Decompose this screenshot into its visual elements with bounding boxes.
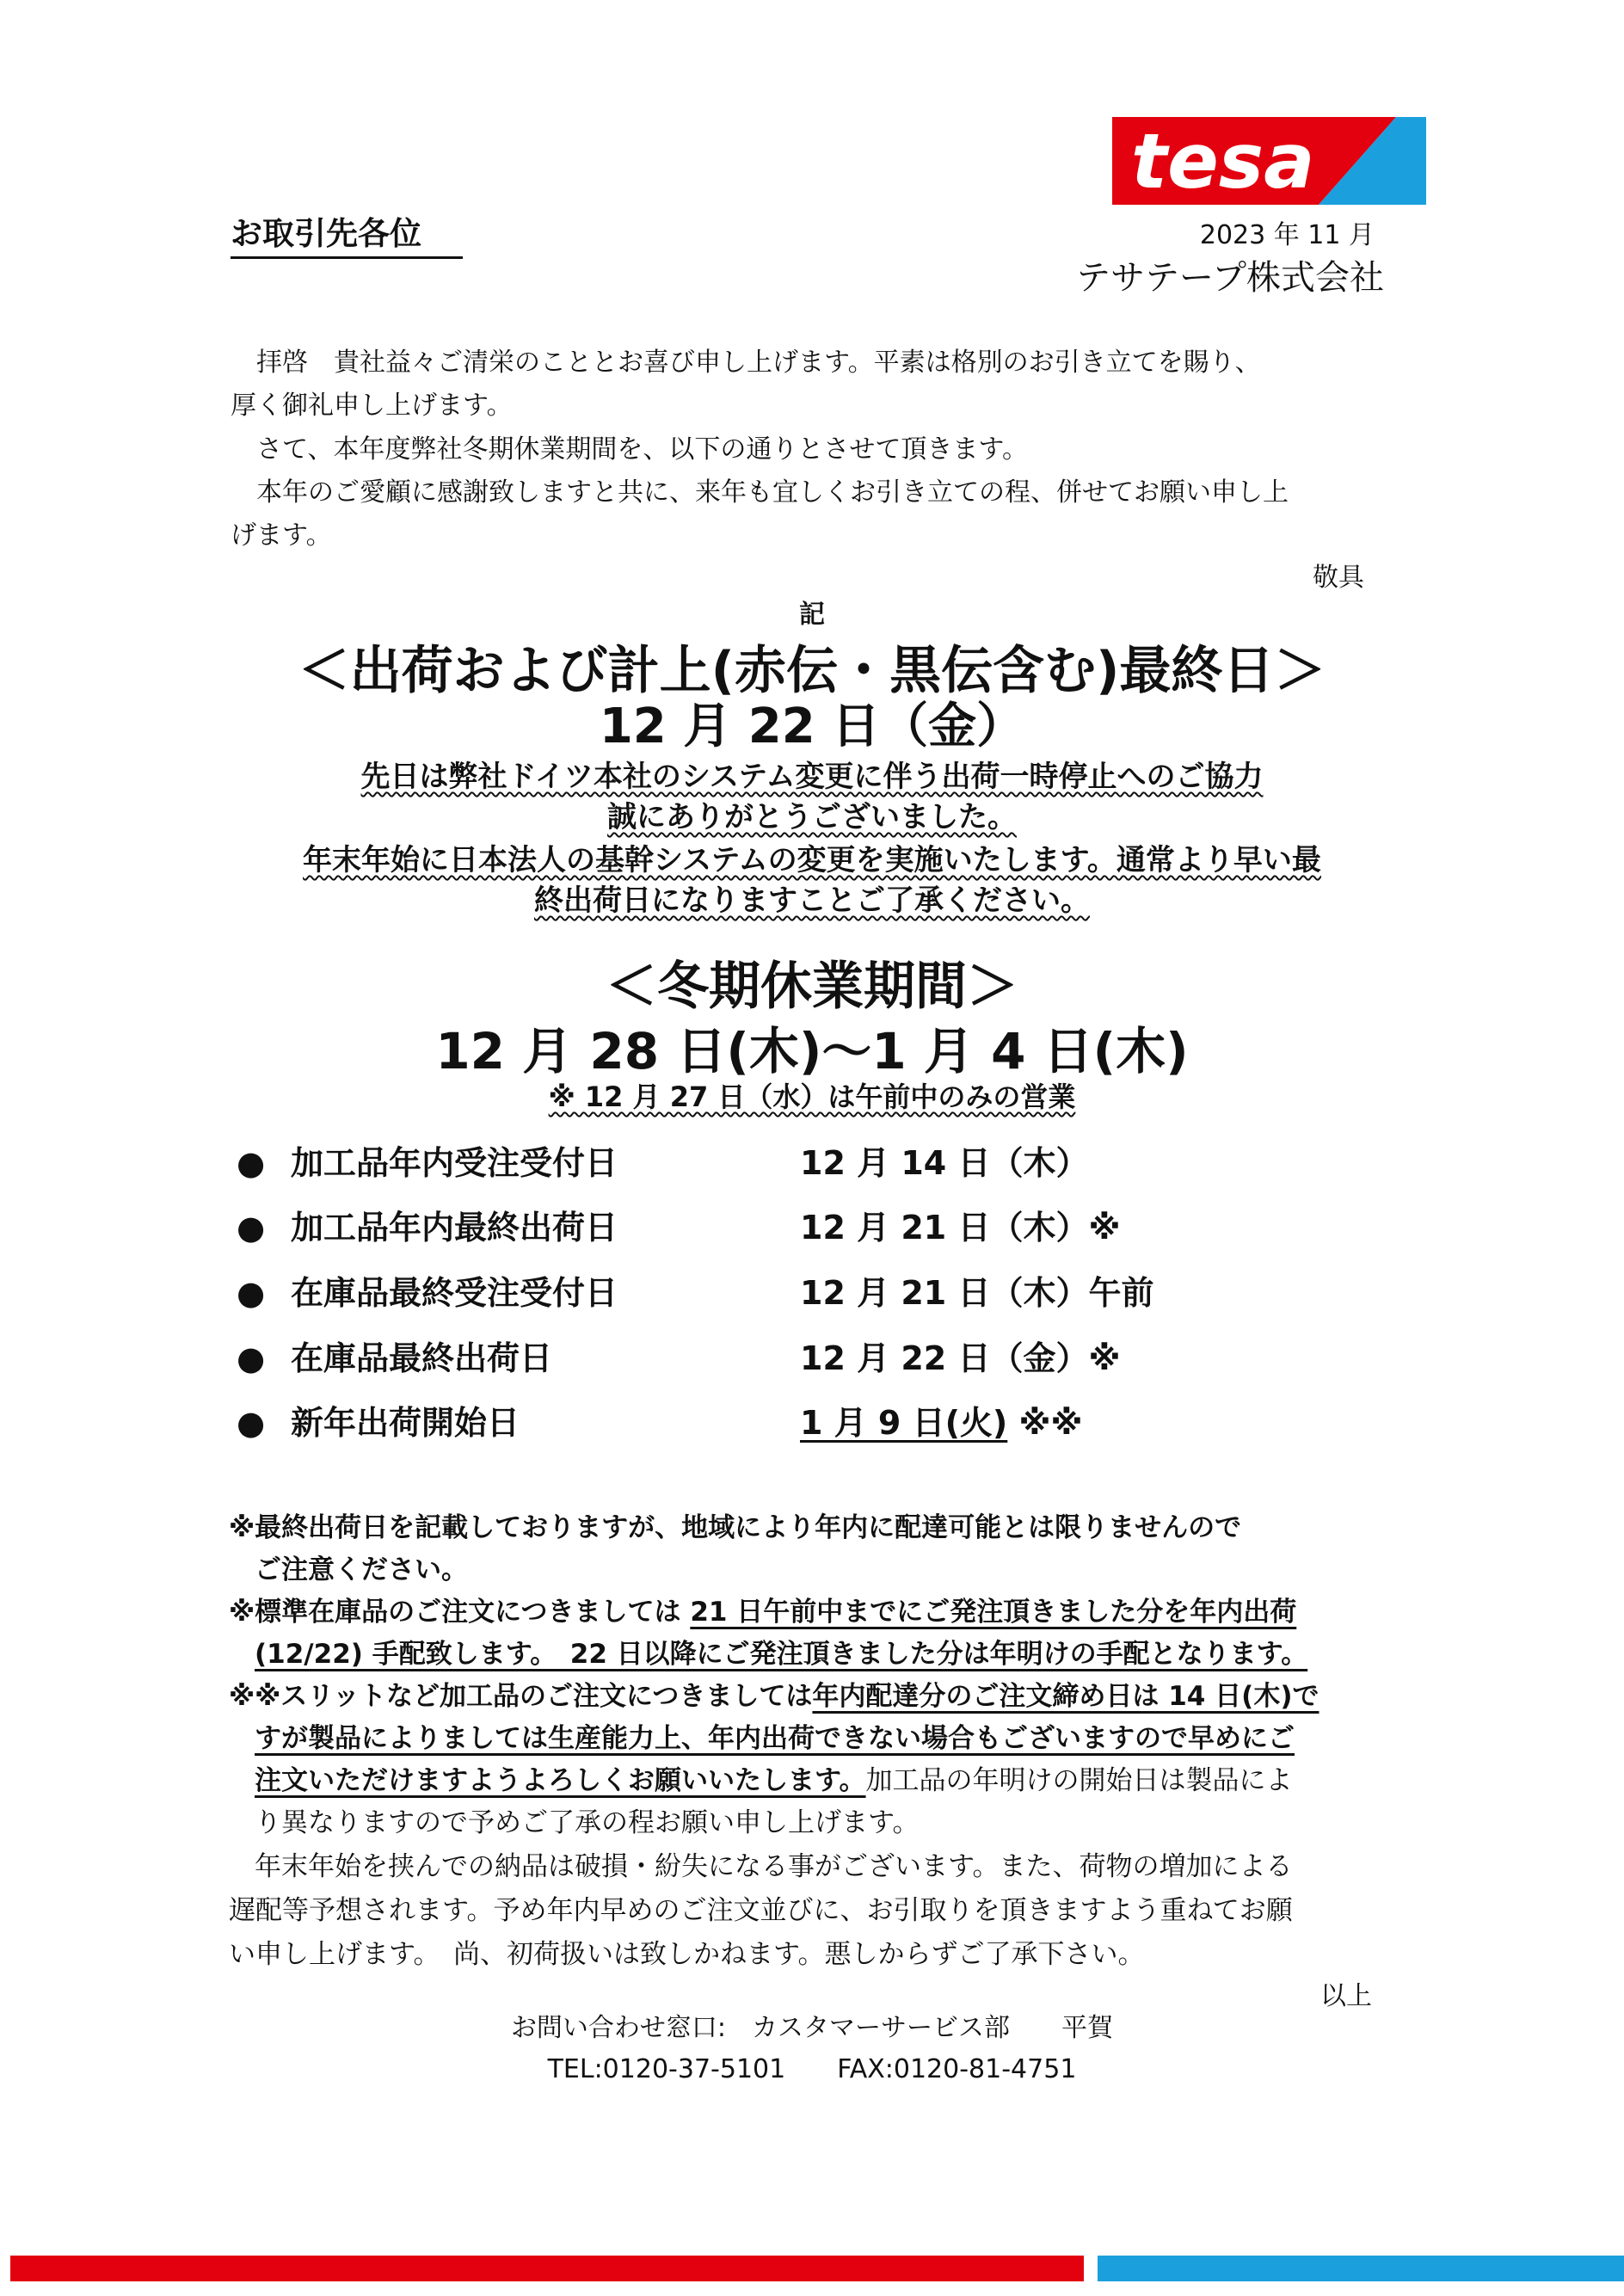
holiday-dates: 12 月 28 日(木)～1 月 4 日(木): [435, 1022, 1189, 1080]
schedule-value: 12 月 21 日（木）: [800, 1274, 1089, 1312]
footnote-text: ※※スリットなど加工品のご注文につきましては: [229, 1681, 813, 1712]
schedule-suffix: ※※: [1018, 1404, 1083, 1442]
shipping-heading: ＜出荷および計上(赤伝・黒伝含む)最終日＞: [298, 641, 1326, 701]
bullet: ●: [237, 1144, 266, 1182]
shipping-note: 終出荷日になりますことご了承ください。: [534, 883, 1090, 918]
footnote-underlined: (12/22) 手配致します。 22 日以降にご発注頂きました分は年明けの手配となります。: [255, 1639, 1308, 1670]
footnote: [255, 1760, 1407, 1802]
schedule-label: 加工品年内受注受付日: [291, 1144, 618, 1182]
footnote: ご注意ください。: [255, 1554, 468, 1585]
shipping-date: 12 月 22 日（金）: [599, 699, 1025, 754]
schedule-row: [237, 1131, 1355, 1195]
schedule-value: 12 月 14 日（木）: [800, 1144, 1089, 1182]
schedule-row: [237, 1196, 1355, 1259]
holiday-heading: ＜冬期休業期間＞: [606, 957, 1018, 1017]
tesa-logo: [1112, 117, 1426, 205]
footnote-text: ※標準在庫品のご注文につきましては: [229, 1597, 691, 1628]
shipping-note: 誠にありがとうございました。: [607, 800, 1017, 834]
footer-bar-blue: [1098, 2256, 1624, 2281]
greeting-line: 本年のご愛顧に感謝致しますと共に、来年も宜しくお引き立ての程、併せてお願い申し上: [256, 477, 1289, 508]
schedule-label: 加工品年内最終出荷日: [291, 1209, 618, 1246]
shipping-note: 先日は弊社ドイツ本社のシステム変更に伴う出荷一時停止へのご協力: [360, 760, 1264, 794]
footnote-underlined: すが製品によりましては生産能力上、年内出荷できない場合もございますので早めにご: [255, 1723, 1295, 1754]
ki-mark: 記: [799, 600, 825, 630]
schedule-suffix: ※: [1088, 1339, 1121, 1377]
company-name: テサテープ株式会社: [1076, 258, 1384, 298]
schedule-label: 在庫品最終受注受付日: [291, 1274, 618, 1312]
logo-text: tesa: [1131, 117, 1315, 205]
issue-date: 2023 年 11 月: [1199, 220, 1375, 250]
footnote: [255, 1634, 1407, 1676]
contact-phone: TEL:0120-37-5101 FAX:0120-81-4751: [547, 2054, 1077, 2084]
schedule-label: 新年出荷開始日: [291, 1404, 520, 1442]
footnote: [229, 1591, 1381, 1634]
closing-ijou: 以上: [1320, 1981, 1372, 2011]
holiday-note: ※ 12 月 27 日（水）は午前中のみの営業: [548, 1080, 1076, 1113]
contact-line: お問い合わせ窓口: カスタマーサービス部 平賀: [510, 2013, 1114, 2043]
closing-keigu: 敬具: [1313, 563, 1364, 593]
footnote: い申し上げます。 尚、初荷扱いは致しかねます。悪しからずご了承下さい。: [229, 1939, 1145, 1970]
schedule-value: 12 月 21 日（木）: [800, 1209, 1089, 1246]
bullet: ●: [237, 1339, 266, 1377]
schedule-row: [237, 1261, 1355, 1325]
footnote: 年末年始を挟んでの納品は破損・紛失になる事がございます。また、荷物の増加による: [255, 1851, 1293, 1882]
schedule-suffix: ※: [1088, 1209, 1121, 1246]
footnote: ※最終出荷日を記載しておりますが、地域により年内に配達可能とは限りませんので: [229, 1512, 1242, 1543]
footer-bar-red: [10, 2256, 1084, 2281]
shipping-note: 年末年始に日本法人の基幹システムの変更を実施いたします。通常より早い最: [303, 843, 1321, 877]
footnote-underlined: 年内配達分のご注文締め日は 14 日(木)で: [812, 1681, 1320, 1712]
footnote: [255, 1718, 1407, 1760]
footnote-text: 加工品の年明けの開始日は製品によ: [865, 1765, 1293, 1796]
greeting-line: 厚く御礼申し上げます。: [231, 391, 513, 421]
footnote: り異なりますので予めご了承の程お願い申し上げます。: [255, 1807, 920, 1838]
bullet: ●: [237, 1274, 266, 1312]
greeting-line: さて、本年度弊社冬期休業期間を、以下の通りとさせて頂きます。: [256, 434, 1028, 465]
footnote-underlined: 21 日午前中までにご発注頂きました分を年内出荷: [690, 1597, 1297, 1628]
footnote: [229, 1676, 1381, 1718]
footnote: 遅配等予想されます。予め年内早めのご注文並びに、お引取りを頂きますよう重ねてお願: [229, 1895, 1293, 1926]
recipient: お取引先各位: [231, 212, 463, 259]
schedule-value: 12 月 22 日（金）: [800, 1339, 1089, 1377]
bullet: ●: [237, 1404, 266, 1442]
bullet: ●: [237, 1209, 266, 1246]
schedule-row: [237, 1327, 1355, 1390]
schedule-row: [237, 1391, 1355, 1455]
schedule-value: 1 月 9 日(火): [800, 1404, 1008, 1442]
schedule-suffix: 午前: [1088, 1274, 1154, 1312]
schedule-label: 在庫品最終出荷日: [291, 1339, 553, 1377]
footnote-underlined: 注文いただけますようよろしくお願いいたします。: [255, 1765, 866, 1796]
greeting-line: 拝啓 貴社益々ご清栄のこととお喜び申し上げます。平素は格別のお引き立てを賜り、: [256, 348, 1261, 378]
greeting-line: げます。: [231, 520, 332, 551]
